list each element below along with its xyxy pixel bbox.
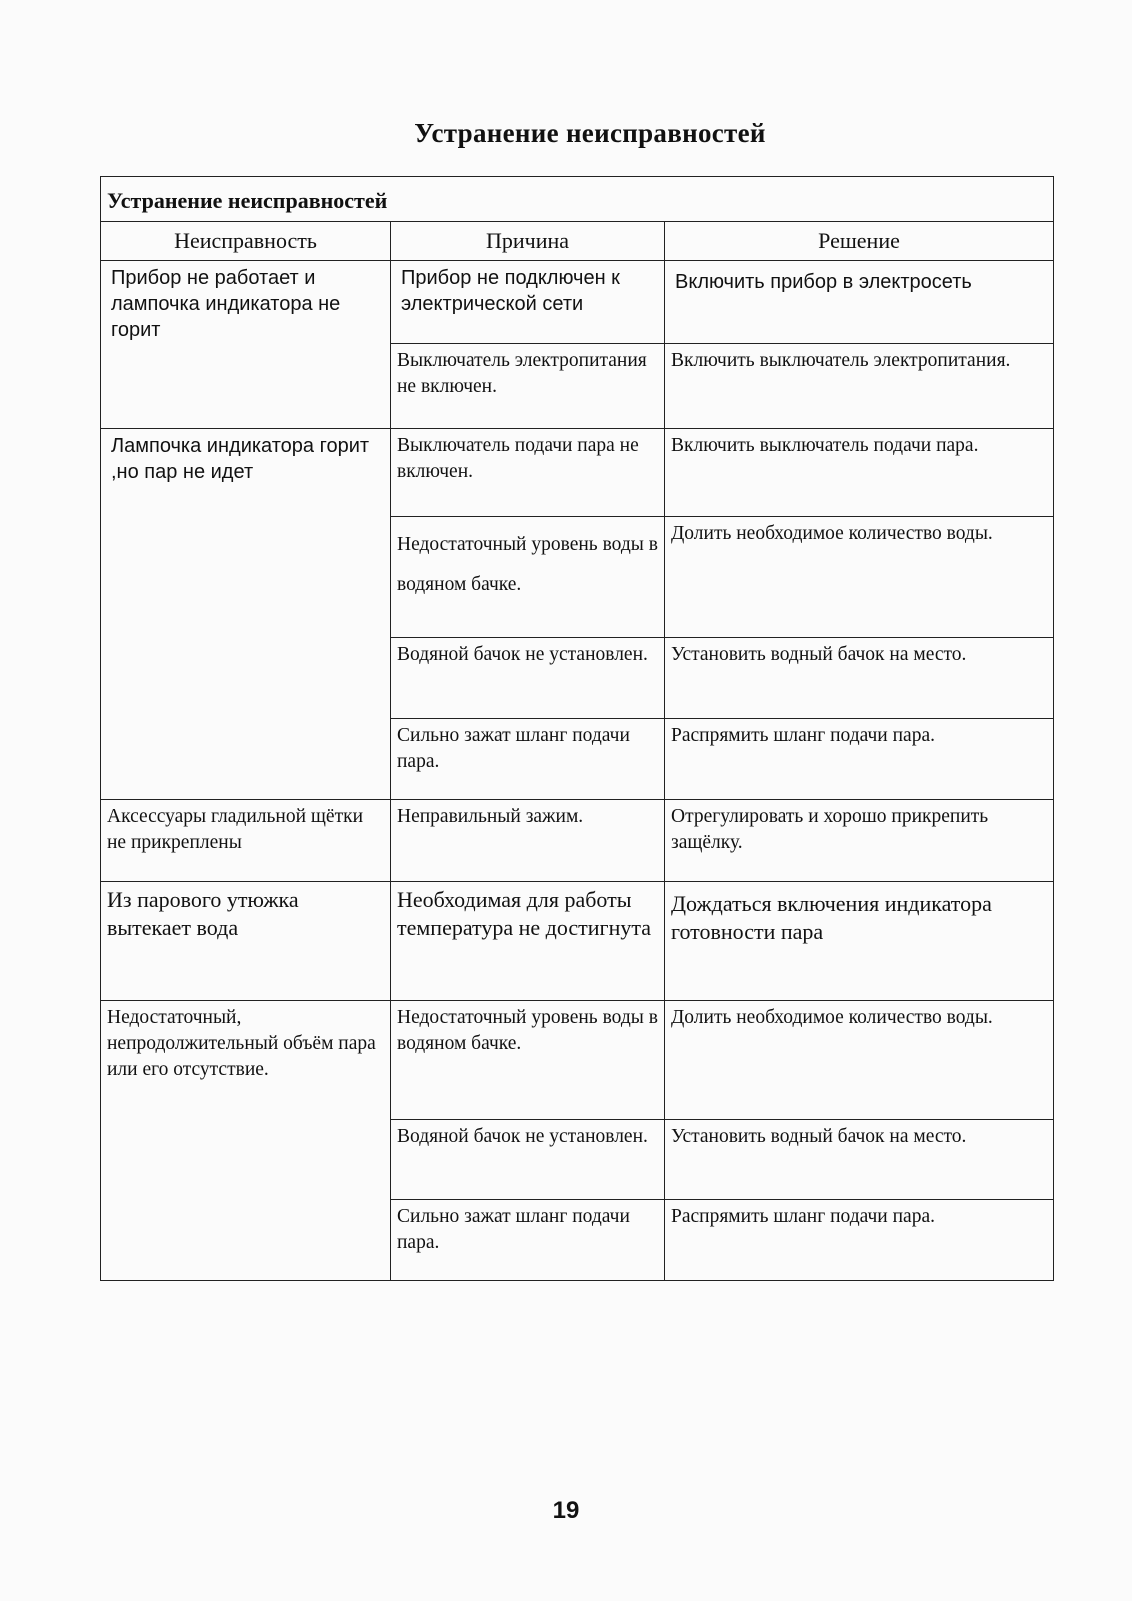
header-cause: Причина <box>391 222 665 261</box>
table-title: Устранение неисправностей <box>101 177 1054 222</box>
table-header-row <box>101 222 1054 261</box>
solution-cell: Отрегулировать и хорошо прикрепить защёлку. <box>665 800 1054 882</box>
solution-cell: Долить необходимое количество воды. <box>665 1001 1054 1120</box>
solution-cell: Дождаться включения индикатора готовности пара <box>665 882 1054 1001</box>
solution-cell: Установить водный бачок на место. <box>665 638 1054 719</box>
table-row <box>101 800 1054 882</box>
table-row <box>101 261 1054 344</box>
table-row <box>101 1001 1054 1120</box>
table-title-row <box>101 177 1054 222</box>
cause-cell: Недостаточный уровень воды в водяном бачке. <box>391 517 665 638</box>
cause-cell: Сильно зажат шланг подачи пара. <box>391 1200 665 1281</box>
header-fault: Неисправность <box>101 222 391 261</box>
fault-cell: Аксессуары гладильной щётки не прикреплены <box>101 800 391 882</box>
solution-cell: Включить выключатель электропитания. <box>665 344 1054 429</box>
cause-cell: Прибор не подключен к электрической сети <box>391 261 665 344</box>
table-row <box>101 429 1054 517</box>
cause-cell: Недостаточный уровень воды в водяном бачке. <box>391 1001 665 1120</box>
solution-cell: Распрямить шланг подачи пара. <box>665 719 1054 800</box>
page-number: 19 <box>552 1497 580 1524</box>
troubleshooting-table <box>100 176 1054 1281</box>
cause-cell: Водяной бачок не установлен. <box>391 1120 665 1200</box>
cause-cell: Выключатель электропитания не включен. <box>391 344 665 429</box>
header-solution: Решение <box>665 222 1054 261</box>
solution-cell: Включить выключатель подачи пара. <box>665 429 1054 517</box>
cause-cell: Необходимая для работы температура не достигнута <box>391 882 665 1001</box>
cause-cell: Выключатель подачи пара не включен. <box>391 429 665 517</box>
fault-cell: Недостаточный, непродолжительный объём пара или его отсутствие. <box>101 1001 391 1281</box>
solution-cell: Включить прибор в электросеть <box>665 261 1054 344</box>
solution-cell: Установить водный бачок на место. <box>665 1120 1054 1200</box>
fault-cell: Лампочка индикатора горит ,но пар не идет <box>101 429 391 800</box>
cause-cell: Неправильный зажим. <box>391 800 665 882</box>
solution-cell: Распрямить шланг подачи пара. <box>665 1200 1054 1281</box>
fault-cell: Прибор не работает и лампочка индикатора не горит <box>101 261 391 429</box>
fault-cell: Из парового утюжка вытекает вода <box>101 882 391 1001</box>
cause-cell: Сильно зажат шланг подачи пара. <box>391 719 665 800</box>
table-row <box>101 882 1054 1001</box>
cause-cell: Водяной бачок не установлен. <box>391 638 665 719</box>
page-title: Устранение неисправностей <box>414 118 766 148</box>
solution-cell: Долить необходимое количество воды. <box>665 517 1054 638</box>
